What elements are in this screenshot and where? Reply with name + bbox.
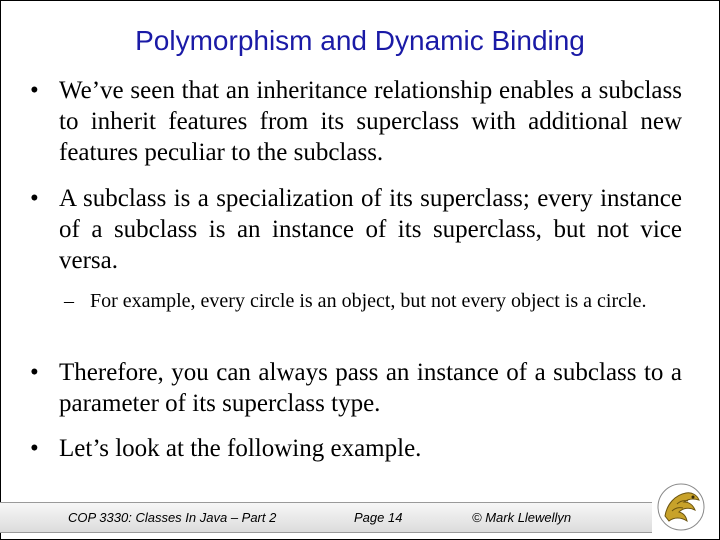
bullet-item: [30, 433, 682, 464]
bullet-item: [30, 357, 682, 419]
sub-bullet-item: [64, 289, 683, 314]
bullet-text: We’ve seen that an inheritance relationship enables a subclass to inherit features from its superclass with additional new features peculiar to the subclass.: [59, 77, 682, 166]
footer-page-number: Page 14: [354, 510, 403, 525]
bullet-marker: •: [30, 435, 39, 462]
sub-bullet-marker: –: [64, 290, 74, 312]
bullet-text: Let’s look at the following example.: [59, 435, 422, 462]
bullet-item: [30, 183, 682, 276]
bullet-text: A subclass is a specialization of its superclass; every instance of a subclass is an instance of its superclass, but not vice versa.: [59, 185, 682, 274]
footer-course: COP 3330: Classes In Java – Part 2: [68, 510, 277, 525]
bullet-marker: •: [30, 185, 39, 212]
footer-copyright: © Mark Llewellyn: [472, 510, 572, 525]
sub-bullet-text: For example, every circle is an object, but not every object is a circle.: [90, 290, 647, 312]
slide-footer: [0, 502, 652, 533]
slide-title: Polymorphism and Dynamic Binding: [135, 25, 585, 56]
bullet-marker: •: [30, 359, 39, 386]
bullet-marker: •: [30, 77, 39, 104]
bullet-item: [30, 75, 682, 168]
bullet-text: Therefore, you can always pass an instance of a subclass to a parameter of its superclass type.: [59, 359, 682, 417]
pegasus-logo-icon: [655, 480, 707, 532]
